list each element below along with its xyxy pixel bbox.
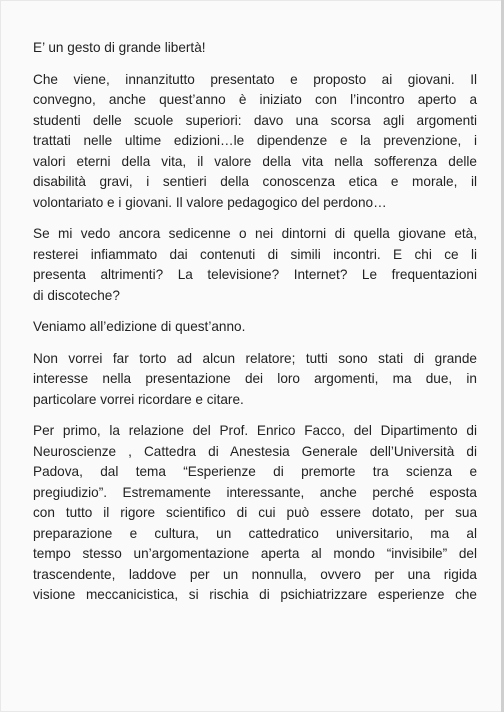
- text-line: Veniamo all’edizione di quest’anno.: [33, 319, 246, 334]
- text-line: studenti delle scuole superiori: davo una scorsa agli argomenti: [33, 112, 477, 128]
- text-line: Che viene, innanzitutto presentato e proposto ai giovani. Il: [33, 71, 477, 87]
- text-line: trattati nelle ultime edizioni…le dipendenze e la prevenzione, i: [33, 133, 477, 148]
- text-line: valori eterni della vita, il valore della vita nella sofferenza delle: [33, 153, 477, 169]
- text-line: preparazione e cultura, un cattedratico universitario, ma al: [33, 525, 477, 541]
- paragraph: [33, 349, 477, 411]
- text-line: interesse nella presentazione dei loro argomenti, ma due, in: [33, 371, 477, 386]
- text-line: Non vorrei far torto ad alcun relatore; tutti sono stati di grande: [33, 350, 477, 366]
- text-line: particolare vorrei ricordare e citare.: [33, 391, 244, 407]
- text-line: presenta altrimenti? La televisione? Internet? Le frequentazioni: [33, 267, 477, 282]
- text-line: disabilità gravi, i sentieri della conoscenza etica e morale, il: [33, 174, 477, 189]
- text-line: visione meccanicistica, si rischia di psichiatrizzare esperienze che: [33, 587, 477, 602]
- paragraph: [33, 224, 477, 306]
- text-line: E’ un gesto di grande libertà!: [33, 40, 206, 55]
- paragraph: [33, 70, 477, 214]
- paragraph: [33, 317, 477, 338]
- paragraph: [33, 421, 477, 606]
- text-line: Neuroscienze , Cattedra di Anestesia Generale dell’Università di: [33, 443, 477, 459]
- text-line: di discoteche?: [33, 287, 120, 303]
- paragraph: [33, 38, 477, 59]
- text-line: pregiudizio”. Estremamente interessante, anche perché esposta: [33, 484, 477, 500]
- text-line: Se mi vedo ancora sedicenne o nei dintorni di quella giovane età,: [33, 226, 477, 241]
- text-line: Padova, dal tema “Esperienze di premorte tra scienza e: [33, 464, 477, 479]
- text-line: con tutto il rigore scientifico di cui può essere dotato, per sua: [33, 505, 477, 520]
- text-line: convegno, anche quest’anno è iniziato con l’incontro aperto a: [33, 92, 477, 107]
- text-line: trascendente, laddove per un nonnulla, ovvero per una rigida: [33, 566, 477, 582]
- text-line: Per primo, la relazione del Prof. Enrico Facco, del Dipartimento di: [33, 423, 477, 438]
- text-line: volontariato e i giovani. Il valore pedagogico del perdono…: [33, 194, 387, 210]
- text-line: resterei infiammato dai contenuti di simili incontri. E chi ce li: [33, 246, 477, 262]
- text-line: tempo stesso un’argomentazione aperta al mondo “invisibile” del: [33, 546, 477, 561]
- document-body: [33, 38, 477, 617]
